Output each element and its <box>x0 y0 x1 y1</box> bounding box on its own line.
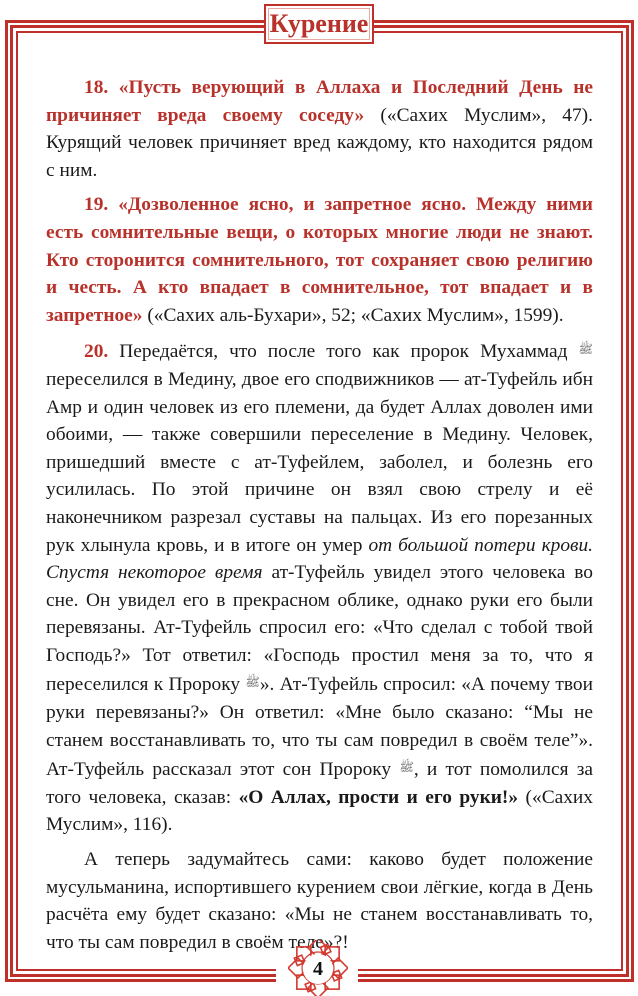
narrative-text: Передаётся, что после того как пророк Мухаммад <box>108 341 579 363</box>
hadith-source: («Сахих Муслим», 47). <box>364 104 593 126</box>
hadith-quote: «Пусть верующий в Аллаха и Последний День не причиняет вреда своему соседу» <box>46 77 593 126</box>
paragraph-19 <box>46 191 593 329</box>
hadith-source: («Сахих Муслим», 116). <box>46 786 594 836</box>
hadith-source: («Сахих аль-Бухари», 52; «Сахих Муслим», 1599). <box>142 304 564 326</box>
item-number: 19. <box>84 194 109 216</box>
salawat-icon: ﷺ <box>245 675 260 690</box>
item-number: 18. <box>84 77 109 98</box>
salawat-icon: ﷺ <box>399 760 414 775</box>
commentary: Курящий человек причиняет вред каждому, кто находится рядом с ним. <box>46 132 593 181</box>
chapter-title: Курение <box>269 9 369 38</box>
narrative-text: , и тот помолился за того человека, сказав: <box>46 759 593 808</box>
narrative-text: ат-Туфейль увидел этого человека во сне. Он увидел его в прекрасном облике, однако руки его были перевязаны. Ат-Туфейль спросил его: «Что сделал с тобой твой Господь?» Тот ответил: «Господь простил меня за то, что я переселился к Пророку <box>46 562 593 696</box>
chapter-title-box <box>264 4 374 44</box>
page-number: 4 <box>303 954 333 984</box>
page-content <box>46 74 593 963</box>
hadith-quote: «Дозволенное ясно, и запретное ясно. Между ними есть сомнительные вещи, о которых многие люди не знают. Кто сторонится сомнительного, тот сохраняет свою религию и честь. А кто впадает в сомнительное, тот впадает и в запретное» <box>46 194 593 326</box>
narrative-text: ». Ат-Туфейль спросил: «А почему твои руки перевязаны?» Он ответил: «Мне было сказано: “Мы не станем восстанавливать то, что ты сам повредил в своём теле”». Ат-Туфейль рассказал этот сон Пророку <box>46 674 593 781</box>
conclusion-text: А теперь задумайтесь сами: каково будет положение мусульманина, испортившего курением свои лёгкие, когда в День расчёта ему будет сказано: «Мы не станем восстанавливать то, что ты сам повредил в своём теле»?! <box>46 849 593 953</box>
prayer-quote: «О Аллах, прости и его руки!» <box>238 786 519 808</box>
italic-text: от большой потери крови. Спустя некоторое время <box>46 534 594 584</box>
paragraph-20 <box>46 336 593 839</box>
paragraph-18 <box>46 74 593 184</box>
salawat-icon: ﷺ <box>578 342 593 357</box>
narrative-text: переселился в Медину, двое его сподвижников — ат-Туфейль ибн Амр и один человек из его племени, да будет Аллах доволен ими обоими, — также совершили переселение в Медину. Человек, пришедший вместе с ат-Туфейлем, заболел, и болезнь его усилилась. По этой причине он взял свою стрелу и её наконечником разрезал суставы на пальцах. Из его порезанных рук хлынула кровь, и в итоге он умер <box>46 368 593 556</box>
item-number: 20. <box>84 341 109 363</box>
